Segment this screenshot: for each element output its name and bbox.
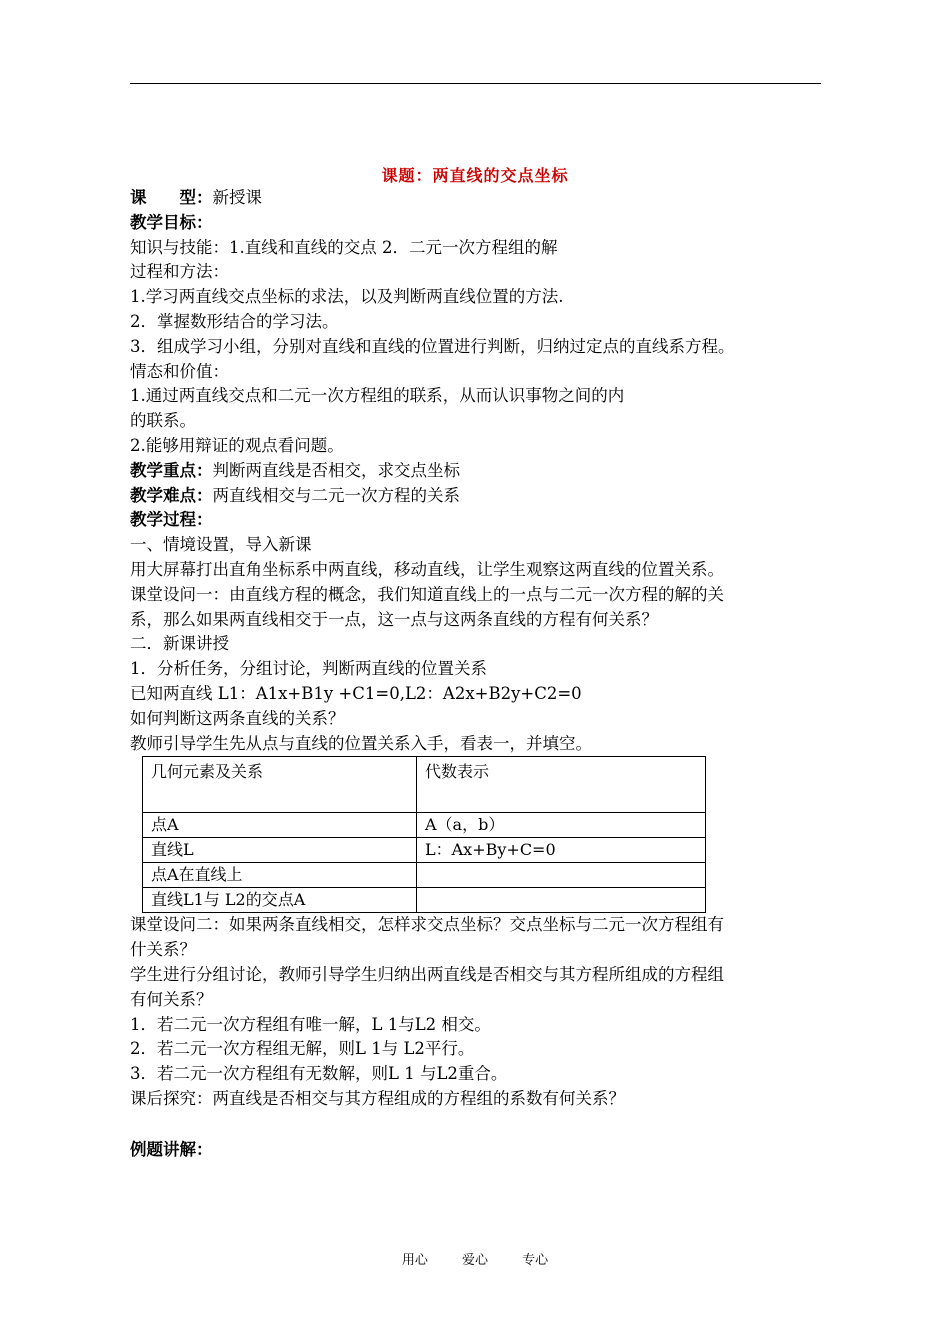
- lesson-type-line: [130, 186, 830, 211]
- difficulty-value: 两直线相交与二元一次方程的关系: [212, 485, 460, 505]
- difficulty-label: 教学难点：: [130, 485, 213, 505]
- process-line: 什关系？: [130, 940, 196, 960]
- process-line: 如何判断这两条直线的关系？: [130, 708, 345, 728]
- knowledge-line: 知识与技能：1.直线和直线的交点 2．二元一次方程组的解: [130, 237, 558, 257]
- table-header-row: [143, 757, 706, 813]
- relation-table: [142, 756, 706, 913]
- lesson-type-value: 新授课: [212, 188, 262, 207]
- footer-text: 爱心: [461, 1253, 488, 1268]
- table-cell: 直线L1与 L2的交点A: [143, 888, 417, 913]
- examples-heading: 例题讲解：: [130, 1139, 213, 1159]
- process-line: 3．若二元一次方程组有无数解，则L 1 与L2重合。: [130, 1064, 508, 1084]
- table-row: [143, 863, 706, 888]
- process-line: 课堂设问一：由直线方程的概念，我们知道直线上的一点与二元一次方程的解的关: [130, 584, 724, 604]
- table-row: [143, 813, 706, 838]
- process-line: 二．新课讲授: [130, 634, 229, 654]
- objectives-heading: 教学目标：: [130, 212, 213, 232]
- process-item: 3．组成学习小组，分别对直线和直线的位置进行判断，归纳过定点的直线系方程。: [130, 336, 735, 356]
- table-cell: L：Ax+By+C=0: [417, 838, 706, 863]
- document-body: [130, 186, 830, 1163]
- table-row: [143, 838, 706, 863]
- lesson-type-label: 课 型：: [130, 188, 213, 207]
- process-line: 课后探究：两直线是否相交与其方程组成的方程组的系数有何关系？: [130, 1088, 625, 1108]
- table-row: [143, 888, 706, 913]
- key-point-line: [130, 459, 830, 484]
- table-cell: A（a，b）: [417, 813, 706, 838]
- key-point-value: 判断两直线是否相交，求交点坐标: [212, 460, 460, 480]
- process-line: 用大屏幕打出直角坐标系中两直线，移动直线，让学生观察这两直线的位置关系。: [130, 559, 724, 579]
- process-line: 学生进行分组讨论，教师引导学生归纳出两直线是否相交与其方程所组成的方程组: [130, 964, 724, 984]
- process-line: 已知两直线 L1：A1x+B1y +C1=0,L2：A2x+B2y+C2=0: [130, 683, 582, 703]
- emotion-item: 的联系。: [130, 411, 196, 431]
- spacer: [130, 1112, 830, 1138]
- emotion-item: 2.能够用辩证的观点看问题。: [130, 435, 344, 455]
- process-line: 系，那么如果两直线相交于一点，这一点与这两条直线的方程有何关系？: [130, 609, 658, 629]
- table-cell: 点A在直线上: [143, 863, 417, 888]
- process-line: 一、情境设置，导入新课: [130, 535, 312, 555]
- process-item: 1.学习两直线交点坐标的求法，以及判断两直线位置的方法.: [130, 287, 564, 307]
- process-line: 2．若二元一次方程组无解，则L 1与 L2平行。: [130, 1039, 475, 1059]
- process-item: 2．掌握数形结合的学习法。: [130, 311, 339, 331]
- process-line: 课堂设问二：如果两条直线相交，怎样求交点坐标？交点坐标与二元一次方程组有: [130, 915, 724, 935]
- key-point-label: 教学重点：: [130, 460, 213, 480]
- table-cell: [417, 888, 706, 913]
- emotion-item: 1.通过两直线交点和二元一次方程组的联系，从而认识事物之间的内: [130, 386, 625, 406]
- process-line: 有何关系？: [130, 989, 213, 1009]
- process-method-heading: 过程和方法：: [130, 262, 229, 282]
- table-cell: 直线L: [143, 838, 417, 863]
- table-cell: [417, 863, 706, 888]
- process-heading: 教学过程：: [130, 510, 213, 530]
- footer-text: 用心: [401, 1253, 428, 1268]
- table-header-cell: 代数表示: [417, 757, 706, 813]
- lesson-title: 课题：两直线的交点坐标: [381, 166, 569, 185]
- table-header-cell: 几何元素及关系: [143, 757, 417, 813]
- process-line: 1．若二元一次方程组有唯一解，L 1与L2 相交。: [130, 1014, 491, 1034]
- process-line: 教师引导学生先从点与直线的位置关系入手，看表一，并填空。: [130, 733, 592, 753]
- emotion-heading: 情态和价值：: [130, 361, 229, 381]
- header-rule: [130, 83, 821, 84]
- difficulty-line: [130, 484, 830, 509]
- footer-text: 专心: [522, 1253, 549, 1268]
- process-line: 1．分析任务，分组讨论，判断两直线的位置关系: [130, 659, 487, 679]
- table-cell: 点A: [143, 813, 417, 838]
- page-footer: [0, 1249, 950, 1268]
